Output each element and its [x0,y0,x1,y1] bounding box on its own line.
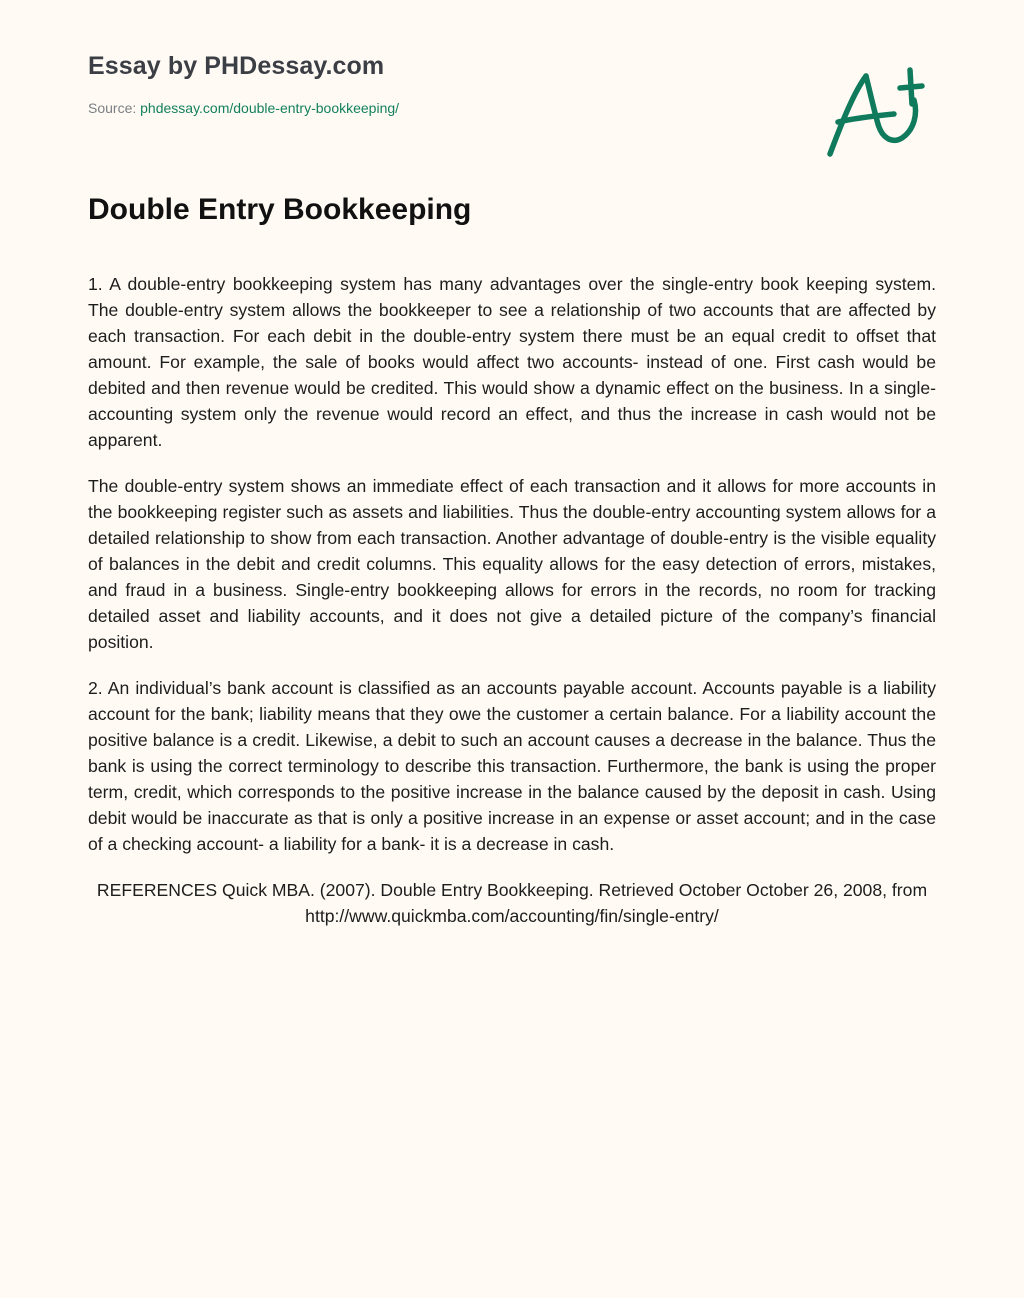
page-header [88,48,936,118]
a-plus-grade-icon [822,62,932,162]
paragraph: The double-entry system shows an immediate effect of each transaction and it allows for more accounts in the bookkeeping register such as assets and liabilities. Thus the double-entry accounting system allows for a detailed relationship to show from each transaction. Another advantage of double-entry is the visible equality of balances in the debit and credit columns. This equality allows for the easy detection of errors, mistakes, and fraud in a business. Single-entry bookkeeping allows for errors in the records, no room for tracking detailed asset and liability accounts, and it does not give a detailed picture of the company’s financial position. [88,476,936,652]
document-title: Double Entry Bookkeeping [88,193,472,226]
site-brand: Essay by PHDessay.com [88,52,385,80]
paragraph: 2. An individual’s bank account is classified as an accounts payable account. Accounts payable is a liability account for the bank; liability means that they owe the customer a certain balance. For a liability account the positive balance is a credit. Likewise, a debit to such an account causes a decrease in the balance. Thus the bank is using the correct terminology to describe this transaction. Furthermore, the bank is using the proper term, credit, which corresponds to the positive increase in the balance caused by the deposit in cash. Using debit would be inaccurate as that is only a positive increase in an expense or asset account; and in the case of a checking account- a liability for a bank- it is a decrease in cash. [88,678,936,854]
source-link[interactable]: phdessay.com/double-entry-bookkeeping/ [140,100,400,116]
source-label: Source: [88,100,141,116]
source-line [88,98,936,118]
paragraph: 1. A double-entry bookkeeping system has many advantages over the single-entry book keeping system. The double-entry system allows the bookkeeper to see a relationship of two accounts that are affected by each transaction. For each debit in the double-entry system there must be an equal credit to offset that amount. For example, the sale of books would affect two accounts- instead of one. First cash would be debited and then revenue would be credited. This would show a dynamic effect on the business. In a single-accounting system only the revenue would record an effect, and thus the increase in cash would not be apparent. [88,274,936,450]
document-body [88,271,936,949]
references: REFERENCES Quick MBA. (2007). Double Entry Bookkeeping. Retrieved October October 26, 2008, from http://www.quickmba.com/accounting/fin/single-entry/ [96,880,928,926]
